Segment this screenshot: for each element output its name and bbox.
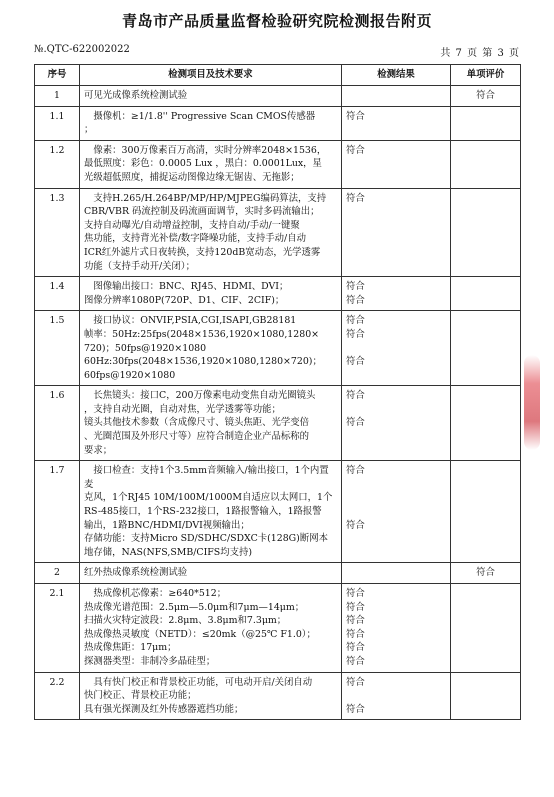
- result-cell: [342, 311, 451, 386]
- col-header-result: 检测结果: [342, 65, 451, 86]
- table-header-row: [35, 65, 521, 86]
- table-row: [35, 386, 521, 461]
- requirement-line: 图像分辨率1080P(720P、D1、CIF、2CIF)；: [84, 294, 285, 306]
- serial-number: 1.5: [35, 311, 80, 386]
- col-header-item: 检测项目及技术要求: [80, 65, 342, 86]
- evaluation-cell: [451, 461, 521, 563]
- serial-number: 1: [35, 86, 80, 107]
- requirement-line: 镜头其他技术参数（含成像尺寸、镜头焦距、光学变倍: [84, 417, 310, 429]
- requirement-line: 60fps@1920×1080: [84, 369, 176, 381]
- table-body: [35, 86, 521, 720]
- requirement-line: 红外热成像系统检测试验: [84, 567, 188, 579]
- requirement-line: 存储功能：支持Micro SD/SDHC/SDXC卡(128G)断网本: [84, 533, 328, 545]
- result-line: [346, 403, 446, 417]
- evaluation-cell: [451, 106, 521, 140]
- evaluation-cell: [451, 584, 521, 673]
- table-row: [35, 672, 521, 720]
- requirement-line: 克风，1个RJ45 10M/100M/1000M自适应以太网口，1个: [84, 492, 333, 504]
- requirement-line: 热成像机芯像素：≥640*512；: [93, 588, 227, 599]
- result-line: 符合: [346, 628, 365, 640]
- requirement-line: ；: [84, 124, 94, 136]
- requirement-line: 720)；50fps@1920×1080: [84, 342, 207, 354]
- result-line: 符合: [346, 356, 365, 368]
- requirement-line: 、光圈范围及外形尺寸等）应符合制造企业产品标称的: [84, 431, 310, 443]
- requirement-line: ，支持自动光圈，自动对焦，光学透雾等功能；: [84, 403, 281, 415]
- result-line: 符合: [346, 465, 365, 477]
- result-line: [346, 491, 446, 505]
- requirement-line: RS-485接口，1个RS-232接口，1路报警输入，1路报警: [84, 506, 322, 518]
- section-row: [35, 86, 521, 107]
- seal-stamp-edge: [524, 355, 540, 450]
- result-line: 符合: [346, 328, 365, 340]
- requirement-line: 要求；: [84, 444, 113, 456]
- evaluation-cell: [451, 277, 521, 311]
- evaluation-cell: 符合: [451, 563, 521, 584]
- requirement-line: 扫描火灾特定波段：2.8μm、3.8μm和7.3μm；: [84, 615, 287, 627]
- result-line: [346, 342, 446, 356]
- col-header-serial: 序号: [35, 65, 80, 86]
- requirement-line: 最低照度：彩色：0.0005 Lux ，黑白：0.0001Lux，星: [84, 158, 322, 170]
- table-row: [35, 584, 521, 673]
- result-cell: [342, 106, 451, 140]
- requirement-line: 接口检查：支持1个3.5mm音频输入/输出接口，1个内置麦: [84, 465, 329, 490]
- table-row: [35, 188, 521, 277]
- page-info: 共 7 页 第 3 页: [440, 48, 520, 59]
- serial-number: 2: [35, 563, 80, 584]
- requirement-line: 长焦镜头：接口C，200万像素电动变焦自动光圈镜头: [93, 390, 316, 402]
- result-line: 符合: [346, 642, 365, 654]
- requirement-line: ICR红外滤片式日夜转换，支持120dB宽动态，光学透雾: [84, 246, 321, 258]
- result-line: [346, 689, 446, 703]
- result-line: 符合: [346, 144, 365, 156]
- requirement-line: 像素：300万像素百万高清，实时分辨率2048×1536，: [93, 144, 327, 156]
- result-line: 符合: [346, 110, 365, 122]
- requirement-line: 支持H.265/H.264BP/MP/HP/MJPEG编码算法，支持: [93, 192, 327, 204]
- result-line: 符合: [346, 676, 365, 688]
- inspection-table: [34, 64, 521, 720]
- requirement-line: 具有快门校正和背景校正功能，可电动开启/关闭自动: [93, 676, 313, 688]
- requirement-line: 具有强光探测及红外传感器遮挡功能；: [84, 703, 244, 715]
- requirement-line: 支持自动曝光/自动增益控制，支持自动/手动/一键聚: [84, 219, 300, 231]
- evaluation-cell: [451, 140, 521, 188]
- result-cell: [342, 461, 451, 563]
- serial-number: 1.2: [35, 140, 80, 188]
- requirement-line: 60Hz:30fps(2048×1536,1920×1080,1280×720)；: [84, 356, 322, 368]
- requirement-line: 探测器类型：非制冷多晶硅型；: [84, 655, 216, 667]
- requirement-line: 焦功能，支持背光补偿/数字降噪功能，支持手动/自动: [84, 233, 306, 245]
- requirement-cell: [80, 584, 342, 673]
- result-line: 符合: [346, 615, 365, 627]
- result-cell: [342, 277, 451, 311]
- requirement-line: 热成像热灵敏度（NETD）：≤20mk（@25℃ F1.0）；: [84, 628, 316, 640]
- result-line: 符合: [346, 294, 365, 306]
- requirement-line: 输出，1路BNC/HDMI/DVI视频输出；: [84, 519, 250, 531]
- result-line: 符合: [346, 601, 365, 613]
- result-line: 符合: [346, 703, 365, 715]
- col-header-evaluation: 单项评价: [451, 65, 521, 86]
- result-line: [346, 505, 446, 519]
- requirement-line: 摄像机：≥1/1.8'' Progressive Scan CMOS传感器: [93, 110, 316, 122]
- section-row: [35, 563, 521, 584]
- evaluation-cell: [451, 386, 521, 461]
- requirement-line: 快门校正、背景校正功能；: [84, 690, 197, 702]
- requirement-cell: [80, 277, 342, 311]
- report-title: 青岛市产品质量监督检验研究院检测报告附页: [121, 12, 432, 30]
- serial-number: 2.1: [35, 584, 80, 673]
- requirement-cell: [80, 386, 342, 461]
- serial-number: 1.7: [35, 461, 80, 563]
- requirement-line: 图像输出接口：BNC、RJ45、HDMI、DVI；: [93, 281, 289, 293]
- report-number: №.QTC-622002022: [34, 44, 130, 55]
- table-row: [35, 277, 521, 311]
- requirement-line: 热成像焦距：17μm；: [84, 642, 177, 654]
- serial-number: 2.2: [35, 672, 80, 720]
- result-line: [346, 478, 446, 492]
- evaluation-cell: [451, 672, 521, 720]
- requirement-cell: [80, 311, 342, 386]
- evaluation-cell: [451, 311, 521, 386]
- result-line: 符合: [346, 519, 365, 531]
- result-line: 符合: [346, 281, 365, 293]
- serial-number: 1.3: [35, 188, 80, 277]
- requirement-cell: [80, 188, 342, 277]
- result-line: 符合: [346, 315, 365, 327]
- table-row: [35, 461, 521, 563]
- serial-number: 1.6: [35, 386, 80, 461]
- table-row: [35, 106, 521, 140]
- requirement-line: 地存储，NAS(NFS,SMB/CIFS均支持): [84, 546, 252, 558]
- requirement-line: CBR/VBR 码流控制及码流画面调节，实时多码流输出；: [84, 206, 320, 218]
- serial-number: 1.1: [35, 106, 80, 140]
- requirement-cell: [80, 672, 342, 720]
- requirement-line: 帧率：50Hz:25fps(2048×1536,1920×1080,1280×: [84, 328, 320, 340]
- result-cell: [342, 188, 451, 277]
- requirement-cell: [80, 461, 342, 563]
- table-row: [35, 140, 521, 188]
- requirement-line: 光级超低照度，捕捉运动图像边缘无锯齿、无拖影；: [84, 171, 300, 183]
- result-cell: [342, 672, 451, 720]
- result-line: 符合: [346, 192, 365, 204]
- requirement-cell: [80, 140, 342, 188]
- evaluation-cell: 符合: [451, 86, 521, 107]
- requirement-line: 可见光成像系统检测试验: [84, 90, 188, 101]
- requirement-line: 接口协议：ONVIF,PSIA,CGI,ISAPI,GB28181: [93, 315, 297, 327]
- requirement-line: 功能（支持手动开/关闭）；: [84, 260, 195, 272]
- result-line: 符合: [346, 588, 365, 599]
- evaluation-cell: [451, 188, 521, 277]
- result-line: 符合: [346, 390, 365, 402]
- result-cell: [342, 140, 451, 188]
- serial-number: 1.4: [35, 277, 80, 311]
- table-row: [35, 311, 521, 386]
- requirement-line: 热成像光谱范围：2.5μm—5.0μm和7μm—14μm；: [84, 601, 305, 613]
- result-line: 符合: [346, 417, 365, 429]
- requirement-cell: [80, 86, 342, 107]
- result-line: 符合: [346, 655, 365, 667]
- result-cell: [342, 563, 451, 584]
- requirement-cell: [80, 563, 342, 584]
- result-cell: [342, 584, 451, 673]
- requirement-cell: [80, 106, 342, 140]
- result-cell: [342, 86, 451, 107]
- result-cell: [342, 386, 451, 461]
